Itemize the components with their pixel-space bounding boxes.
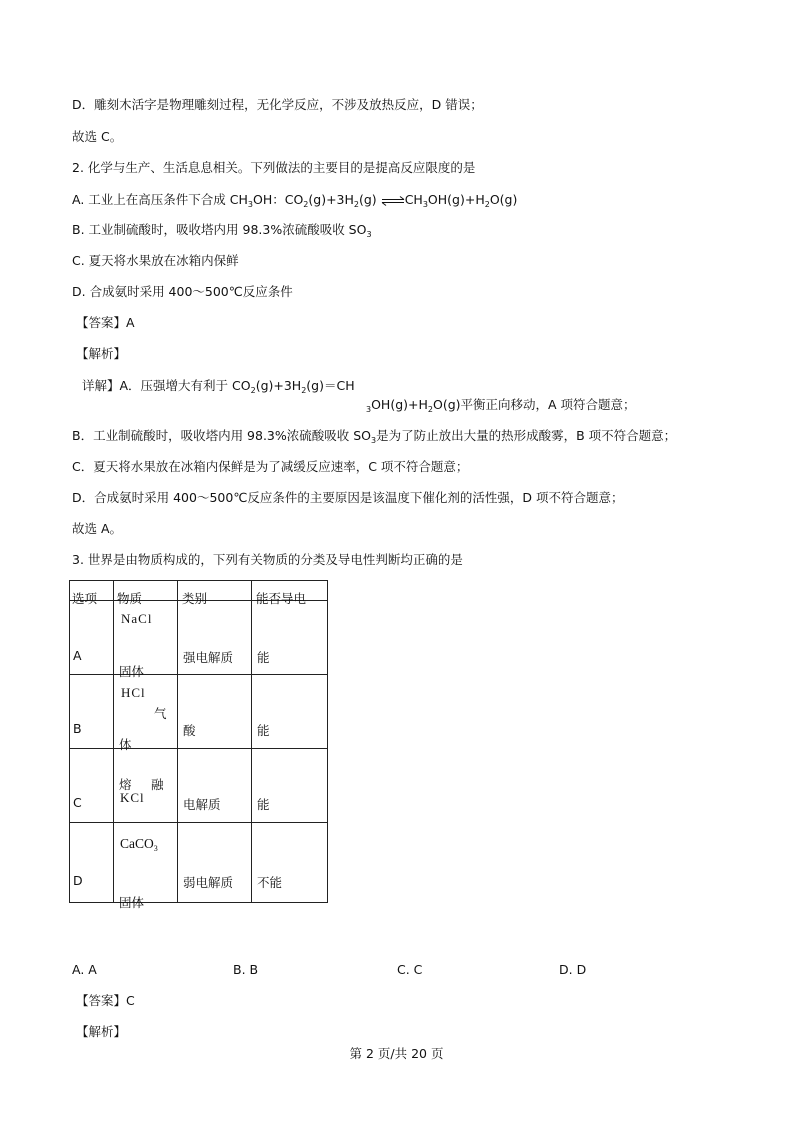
q2-detail-a-line1 <box>82 378 355 394</box>
subscript: 3 <box>366 230 372 239</box>
row-c-category: 电解质 <box>183 797 221 812</box>
q2-option-c: C. 夏天将水果放在冰箱内保鲜 <box>72 253 239 268</box>
choice-b: B. B <box>233 962 259 977</box>
text-span: (g)＝CH <box>306 378 355 393</box>
text-span: O(g) <box>489 192 518 207</box>
question-3-stem: 3. 世界是由物质构成的，下列有关物质的分类及导电性判断均正确的是 <box>72 552 463 567</box>
text-span: A. 工业上在高压条件下合成 CH <box>72 192 248 207</box>
row-a-option: A <box>73 648 82 663</box>
row-d-option: D <box>73 873 83 888</box>
options-table <box>69 580 328 903</box>
q2-option-b <box>72 222 372 238</box>
subscript: 3 <box>153 844 158 853</box>
text-span: OH(g)+H <box>371 397 428 412</box>
text-span: OH(g)+H <box>427 192 485 207</box>
text-line: 故选 A。 <box>72 521 123 536</box>
text-span: (g) <box>359 192 377 207</box>
q2-option-d: D. 合成氨时采用 400～500℃反应条件 <box>72 284 293 299</box>
text-span: 详解】A．压强增大有利于 CO <box>82 378 251 393</box>
row-c-substance-state: 融 <box>151 777 164 792</box>
row-c-substance: KCl <box>120 790 145 805</box>
subscript: 2 <box>303 200 309 209</box>
text-span: (g)+3H <box>255 378 302 393</box>
text-span: B. 工业制硫酸时，吸收塔内用 98.3%浓硫酸吸收 SO <box>72 222 367 237</box>
row-c-option: C <box>73 795 82 810</box>
page-footer: 第 2 页/共 20 页 <box>349 1046 444 1061</box>
q3-answer: 【答案】C <box>76 993 135 1008</box>
question-2-stem: 2. 化学与生产、生活息息相关。下列做法的主要目的是提高反应限度的是 <box>72 160 476 175</box>
q2-detail-c: C．夏天将水果放在冰箱内保鲜是为了减缓反应速率，C 项不符合题意； <box>72 459 469 474</box>
text-span: (g)+3H <box>308 192 354 207</box>
row-b-category: 酸 <box>183 723 196 738</box>
text-line: D．雕刻木活字是物理雕刻过程，无化学反应，不涉及放热反应，D 错误； <box>72 97 483 112</box>
subscript: 2 <box>353 200 359 209</box>
row-c-conductivity: 能 <box>257 797 270 812</box>
q2-option-a <box>72 192 517 208</box>
text-span: OH：CO <box>252 192 304 207</box>
equilibrium-arrow-icon <box>381 196 405 206</box>
row-b-substance: HCl <box>121 685 146 700</box>
table-header-conductivity: 能否导电 <box>256 591 307 606</box>
row-b-option: B <box>73 721 82 736</box>
q2-answer: 【答案】A <box>76 315 135 330</box>
row-d-substance-state: 固体 <box>119 895 145 910</box>
table-header-option: 选项 <box>72 591 98 606</box>
row-b-substance-state: 气 <box>154 706 167 721</box>
subscript: 2 <box>250 386 256 395</box>
row-d-conductivity: 不能 <box>257 875 283 890</box>
subscript: 2 <box>484 200 490 209</box>
text-span: 是为了防止放出大量的热形成酸雾，B 项不符合题意； <box>376 428 677 443</box>
table-header-category: 类别 <box>182 591 208 606</box>
choice-a: A. A <box>72 962 97 977</box>
text-span: CaCO <box>120 836 154 851</box>
q2-analysis-heading: 【解析】 <box>76 346 127 361</box>
table-header-substance: 物质 <box>117 591 143 606</box>
row-d-category: 弱电解质 <box>183 875 234 890</box>
row-c-substance-state: 熔 <box>119 777 132 792</box>
subscript: 3 <box>247 200 253 209</box>
q3-analysis-heading: 【解析】 <box>76 1024 127 1039</box>
choice-d: D. D <box>559 962 587 977</box>
row-a-category: 强电解质 <box>183 650 234 665</box>
subscript: 3 <box>371 436 377 445</box>
q2-detail-a-line2 <box>366 397 636 413</box>
subscript: 2 <box>301 386 307 395</box>
q2-detail-d: D．合成氨时采用 400～500℃反应条件的主要原因是该温度下催化剂的活性强，D 项不符合题意； <box>72 490 624 505</box>
row-d-substance <box>120 836 158 852</box>
row-a-conductivity: 能 <box>257 650 270 665</box>
subscript: 3 <box>422 200 428 209</box>
text-line: 故选 C。 <box>72 129 123 144</box>
subscript: 2 <box>427 405 433 414</box>
text-span: O(g)平衡正向移动，A 项符合题意； <box>433 397 636 412</box>
row-a-substance: NaCl <box>121 611 153 626</box>
text-span: B．工业制硫酸时，吸收塔内用 98.3%浓硫酸吸收 SO <box>72 428 372 443</box>
choice-c: C. C <box>397 962 423 977</box>
row-a-substance-state: 固体 <box>119 664 145 679</box>
subscript: 3 <box>366 405 372 414</box>
text-span: CH <box>404 192 423 207</box>
row-b-substance-state: 体 <box>119 737 132 752</box>
row-b-conductivity: 能 <box>257 723 270 738</box>
q2-detail-b <box>72 428 676 444</box>
